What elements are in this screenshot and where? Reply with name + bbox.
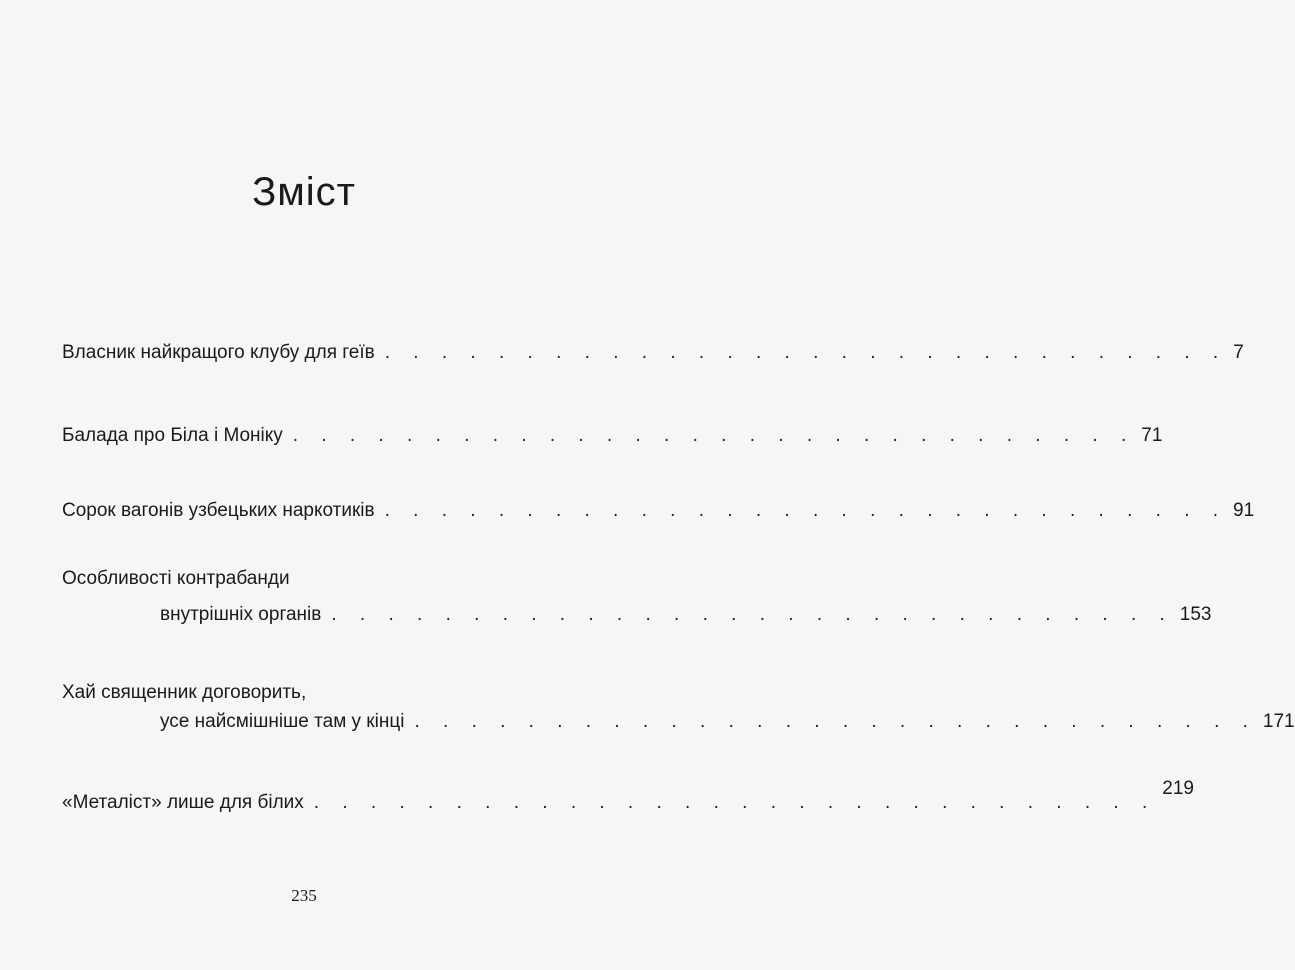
toc-page-number: 7 [1233,342,1244,363]
toc-page-number: 171 [1262,711,1295,732]
page-number-footer: 235 [291,886,317,905]
toc-page-number: 91 [1233,500,1255,521]
leader-dots: . . . . . . . . . . . . . . . . . . . . . . . . . . . . . . [384,342,1228,363]
toc-entry [160,711,1295,739]
leader-dots: . . . . . . . . . . . . . . . . . . . . . . . . . . . . . . [384,500,1228,521]
toc-page-number: 153 [1179,604,1212,625]
toc-entry-title: Балада про Біла і Моніку [62,425,283,446]
leader-dots: . . . . . . . . . . . . . . . . . . . . . . . . . . . . . . [414,711,1257,732]
toc-entry-title-line1: Особливості контрабанди [62,568,290,589]
leader-dots: . . . . . . . . . . . . . . . . . . . . . . . . . . . . . . [331,604,1174,625]
toc-entry [62,342,1244,370]
leader-dots: . . . . . . . . . . . . . . . . . . . . . . . . . . . . . . [313,792,1157,813]
toc-entry-title-line2: внутрішніх органів [160,604,322,625]
toc-page-number: 219 [1162,778,1194,799]
toc-entry-title: Власник найкращого клубу для геїв [62,342,375,363]
toc-entry [160,604,1212,632]
page-title: Зміст [252,170,356,214]
toc-page-number: 71 [1141,425,1163,446]
toc-entry [62,778,1194,820]
toc-entry [62,500,1255,528]
toc-entry-title-line1: Хай священник договорить, [62,682,307,703]
leader-dots: . . . . . . . . . . . . . . . . . . . . . . . . . . . . . . [292,425,1136,446]
toc-entry [62,425,1163,453]
toc-entry-title: Сорок вагонів узбецьких наркотиків [62,500,375,521]
toc-entry-title-line2: усе найсмішніше там у кінці [160,711,405,732]
toc-entry-title: «Металіст» лише для білих [62,792,304,813]
